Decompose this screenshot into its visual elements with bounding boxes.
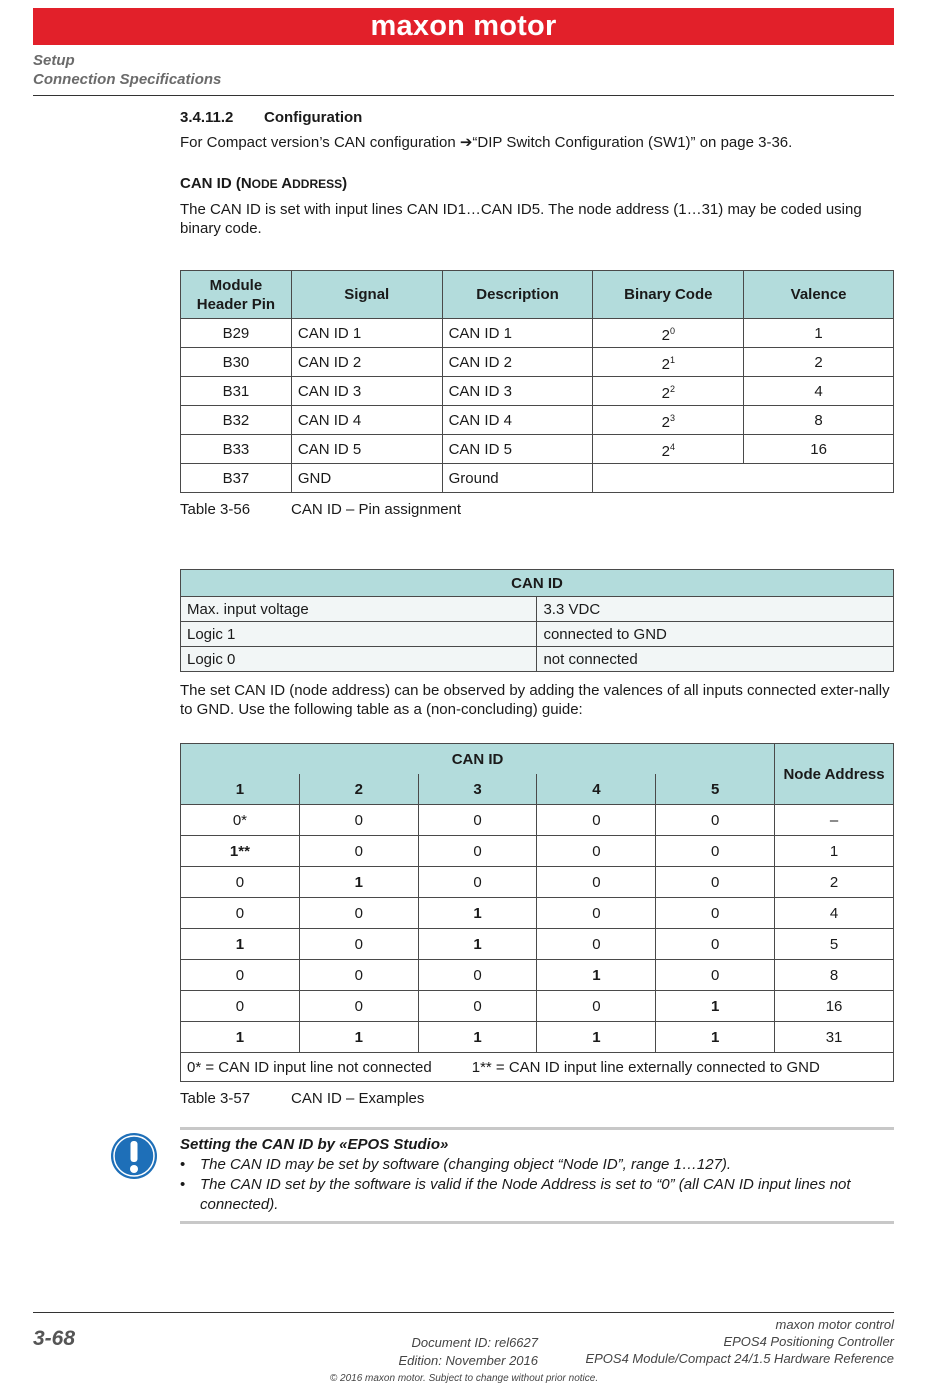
- description-cell: CAN ID 1: [442, 319, 593, 348]
- table-header-row: [181, 271, 894, 319]
- description-cell: Ground: [442, 464, 593, 493]
- can-id-bit-cell: 0: [537, 867, 656, 898]
- code-exponent: 3: [669, 412, 675, 423]
- caption-number: Table 3-56: [180, 501, 251, 518]
- node-address-cell: 8: [775, 960, 894, 991]
- footer-divider: [33, 1312, 894, 1313]
- table-row: [181, 406, 894, 435]
- can-id-examples-table: [180, 743, 894, 1082]
- description-cell: CAN ID 4: [442, 406, 593, 435]
- document-name: EPOS4 Module/Compact 24/1.5 Hardware Reference: [585, 1351, 894, 1366]
- main-content: [180, 108, 894, 1108]
- can-id-bit-cell: 0: [418, 991, 537, 1022]
- node-address-header: Node Address: [775, 744, 894, 805]
- valence-cell: 2: [744, 348, 894, 377]
- cross-reference-arrow-icon: ➔: [459, 134, 473, 151]
- spec-label: Max. input voltage: [181, 597, 537, 622]
- spec-value: 3.3 VDC: [537, 597, 894, 622]
- intro-paragraph: [180, 133, 894, 152]
- pin-cell: B29: [181, 319, 292, 348]
- table-row: [181, 991, 894, 1022]
- subhead-smallcaps: ODE: [251, 177, 278, 191]
- pin-cell: B33: [181, 435, 292, 464]
- can-id-bit-cell: 1: [418, 1022, 537, 1053]
- code-base: 2: [661, 384, 670, 402]
- description-cell: CAN ID 2: [442, 348, 593, 377]
- table-row: [181, 647, 894, 672]
- info-item: [180, 1155, 894, 1175]
- can-id-bit-cell: 0: [656, 960, 775, 991]
- can-id-bit-cell: 0: [299, 805, 418, 836]
- description-cell: CAN ID 3: [442, 377, 593, 406]
- valence-cell: 16: [744, 435, 894, 464]
- can-id-bit-cell: 1: [418, 898, 537, 929]
- signal-cell: CAN ID 1: [291, 319, 442, 348]
- node-address-cell: –: [775, 805, 894, 836]
- binary-code-cell: [593, 377, 744, 406]
- header-divider: [33, 95, 894, 96]
- table-header-row: [181, 570, 894, 597]
- can-id-bit-cell: 0: [656, 805, 775, 836]
- section-heading: [180, 108, 894, 127]
- exclamation-icon: [110, 1132, 158, 1180]
- column-header: Valence: [744, 271, 894, 319]
- can-id-bit-cell: 0: [418, 960, 537, 991]
- can-id-bit-cell: 1: [656, 1022, 775, 1053]
- product-name: EPOS4 Positioning Controller: [723, 1334, 894, 1349]
- table-row: [181, 435, 894, 464]
- can-id-bit-cell: 0: [537, 805, 656, 836]
- code-exponent: 2: [669, 383, 675, 394]
- table-notes-row: [181, 1053, 894, 1082]
- info-title: Setting the CAN ID by «EPOS Studio»: [180, 1136, 449, 1153]
- column-header: 3: [418, 774, 537, 805]
- table-caption: [180, 1089, 894, 1108]
- subhead-part: ): [342, 175, 348, 192]
- table-row: [181, 805, 894, 836]
- can-id-bit-cell: 1: [537, 960, 656, 991]
- table-row: [181, 348, 894, 377]
- caption-text: CAN ID – Examples: [291, 1090, 425, 1107]
- column-header: Binary Code: [593, 271, 744, 319]
- spec-value: not connected: [537, 647, 894, 672]
- can-id-bit-cell: 0: [299, 991, 418, 1022]
- can-id-bit-cell: 0: [299, 898, 418, 929]
- cross-reference-link[interactable]: “DIP Switch Configuration (SW1)” on page 3-36.: [472, 134, 793, 151]
- code-base: 2: [661, 355, 670, 373]
- binary-code-cell: [593, 348, 744, 377]
- can-id-bit-cell: 0: [181, 960, 300, 991]
- can-id-bit-cell: 1: [656, 991, 775, 1022]
- examples-body: [181, 805, 894, 1053]
- section-title: Configuration: [264, 109, 363, 126]
- can-id-bit-cell: 0: [656, 898, 775, 929]
- table-caption: [180, 500, 894, 519]
- breadcrumb-section: Connection Specifications: [33, 71, 222, 88]
- spec-value: connected to GND: [537, 622, 894, 647]
- subhead-part: A: [277, 175, 293, 192]
- table-row: [181, 929, 894, 960]
- table-row: [181, 464, 894, 493]
- column-header: 2: [299, 774, 418, 805]
- bullet-icon: •: [180, 1156, 186, 1173]
- subsection-heading: [180, 174, 894, 194]
- can-id-bit-cell: 0: [299, 929, 418, 960]
- copyright-notice: © 2016 maxon motor. Subject to change without prior notice.: [329, 1373, 599, 1384]
- can-id-bit-cell: 0: [418, 836, 537, 867]
- column-header: 5: [656, 774, 775, 805]
- column-header: Signal: [291, 271, 442, 319]
- info-box: [180, 1127, 894, 1224]
- code-base: 2: [661, 326, 670, 344]
- signal-cell: CAN ID 5: [291, 435, 442, 464]
- intro-text: For Compact version’s CAN configuration: [180, 134, 460, 151]
- pin-assignment-table: [180, 270, 894, 493]
- can-id-bit-cell: 0: [537, 836, 656, 867]
- signal-cell: CAN ID 4: [291, 406, 442, 435]
- column-header: Module Header Pin: [181, 271, 292, 319]
- pin-cell: B30: [181, 348, 292, 377]
- can-id-bit-cell: 0: [537, 929, 656, 960]
- code-base: 2: [661, 413, 670, 431]
- brand-name: maxon motor: [370, 10, 557, 42]
- valence-cell: 1: [744, 319, 894, 348]
- can-id-description: The CAN ID is set with input lines CAN ID1…CAN ID5. The node address (1…31) may be coded using binary code.: [180, 201, 862, 237]
- specs-header: CAN ID: [181, 570, 894, 597]
- table-row: [181, 622, 894, 647]
- can-id-bit-cell: 0*: [181, 805, 300, 836]
- node-address-cell: 4: [775, 898, 894, 929]
- can-id-bit-cell: 0: [181, 867, 300, 898]
- document-edition: Edition: November 2016: [398, 1353, 538, 1368]
- can-id-bit-cell: 0: [299, 836, 418, 867]
- document-meta: [340, 1334, 538, 1370]
- table-row: [181, 960, 894, 991]
- signal-cell: CAN ID 3: [291, 377, 442, 406]
- can-id-bit-cell: 1: [299, 867, 418, 898]
- column-header: Description: [442, 271, 593, 319]
- valence-cell: 8: [744, 406, 894, 435]
- table-row: [181, 867, 894, 898]
- section-number: 3.4.11.2: [180, 109, 234, 126]
- bullet-icon: •: [180, 1176, 186, 1193]
- spec-label: Logic 0: [181, 647, 537, 672]
- code-exponent: 4: [669, 441, 675, 452]
- pin-cell: B37: [181, 464, 292, 493]
- caption-number: Table 3-57: [180, 1090, 251, 1107]
- column-header: 1: [181, 774, 300, 805]
- note-not-connected: 0* = CAN ID input line not connected: [187, 1058, 432, 1076]
- can-id-group-header: CAN ID: [181, 744, 775, 775]
- table-row: [181, 836, 894, 867]
- document-id: Document ID: rel6627: [411, 1335, 538, 1350]
- signal-cell: GND: [291, 464, 442, 493]
- subhead-smallcaps: DDRESS: [292, 177, 343, 191]
- table-row: [181, 597, 894, 622]
- can-id-bit-cell: 1: [418, 929, 537, 960]
- info-item-text: The CAN ID may be set by software (changing object “Node ID”, range 1…127).: [200, 1156, 732, 1173]
- can-id-bit-cell: 0: [181, 898, 300, 929]
- description-cell: CAN ID 5: [442, 435, 593, 464]
- node-address-cell: 31: [775, 1022, 894, 1053]
- code-exponent: 0: [669, 325, 675, 336]
- can-id-bit-cell: 0: [656, 867, 775, 898]
- can-id-bit-cell: 0: [418, 805, 537, 836]
- brand-banner: [33, 8, 894, 45]
- can-id-bit-cell: 0: [299, 960, 418, 991]
- signal-cell: CAN ID 2: [291, 348, 442, 377]
- pin-cell: B31: [181, 377, 292, 406]
- note-connected: 1** = CAN ID input line externally connected to GND: [471, 1058, 820, 1076]
- can-id-bit-cell: 0: [418, 867, 537, 898]
- node-address-cell: 5: [775, 929, 894, 960]
- breadcrumb: [33, 51, 221, 89]
- table-row: [181, 319, 894, 348]
- can-id-bit-cell: 1: [181, 1022, 300, 1053]
- pin-cell: B32: [181, 406, 292, 435]
- column-header: 4: [537, 774, 656, 805]
- table-row: [181, 377, 894, 406]
- info-item-text: The CAN ID set by the software is valid if the Node Address is set to “0” (all CAN ID input lines not connected).: [200, 1176, 851, 1213]
- caption-text: CAN ID – Pin assignment: [291, 501, 462, 518]
- valence-cell: 4: [744, 377, 894, 406]
- table-notes: [181, 1053, 894, 1082]
- table-header-row: [181, 744, 894, 775]
- info-item: [180, 1175, 894, 1215]
- product-family: maxon motor control: [775, 1317, 894, 1332]
- breadcrumb-chapter: Setup: [33, 52, 75, 69]
- code-exponent: 1: [669, 354, 675, 365]
- spec-label: Logic 1: [181, 622, 537, 647]
- empty-cell: [593, 464, 894, 493]
- document-titles: [540, 1316, 894, 1367]
- page-number: 3-68: [33, 1327, 76, 1350]
- can-id-bit-cell: 1**: [181, 836, 300, 867]
- valence-paragraph: The set CAN ID (node address) can be observed by adding the valences of all inputs connected exter-nally to GND. Use the following table as a (non-concluding) guide:: [180, 682, 890, 718]
- binary-code-cell: [593, 406, 744, 435]
- binary-code-cell: [593, 319, 744, 348]
- table-row: [181, 898, 894, 929]
- can-id-bit-cell: 0: [537, 898, 656, 929]
- node-address-cell: 2: [775, 867, 894, 898]
- node-address-cell: 16: [775, 991, 894, 1022]
- can-id-specs-table: [180, 569, 894, 672]
- node-address-cell: 1: [775, 836, 894, 867]
- can-id-bit-cell: 1: [299, 1022, 418, 1053]
- can-id-bit-cell: 1: [537, 1022, 656, 1053]
- table-row: [181, 1022, 894, 1053]
- can-id-bit-cell: 0: [656, 929, 775, 960]
- can-id-bit-cell: 0: [656, 836, 775, 867]
- can-id-bit-cell: 1: [181, 929, 300, 960]
- binary-code-cell: [593, 435, 744, 464]
- code-base: 2: [661, 442, 670, 460]
- can-id-bit-cell: 0: [181, 991, 300, 1022]
- can-id-bit-cell: 0: [537, 991, 656, 1022]
- subhead-part: CAN ID (N: [180, 175, 252, 192]
